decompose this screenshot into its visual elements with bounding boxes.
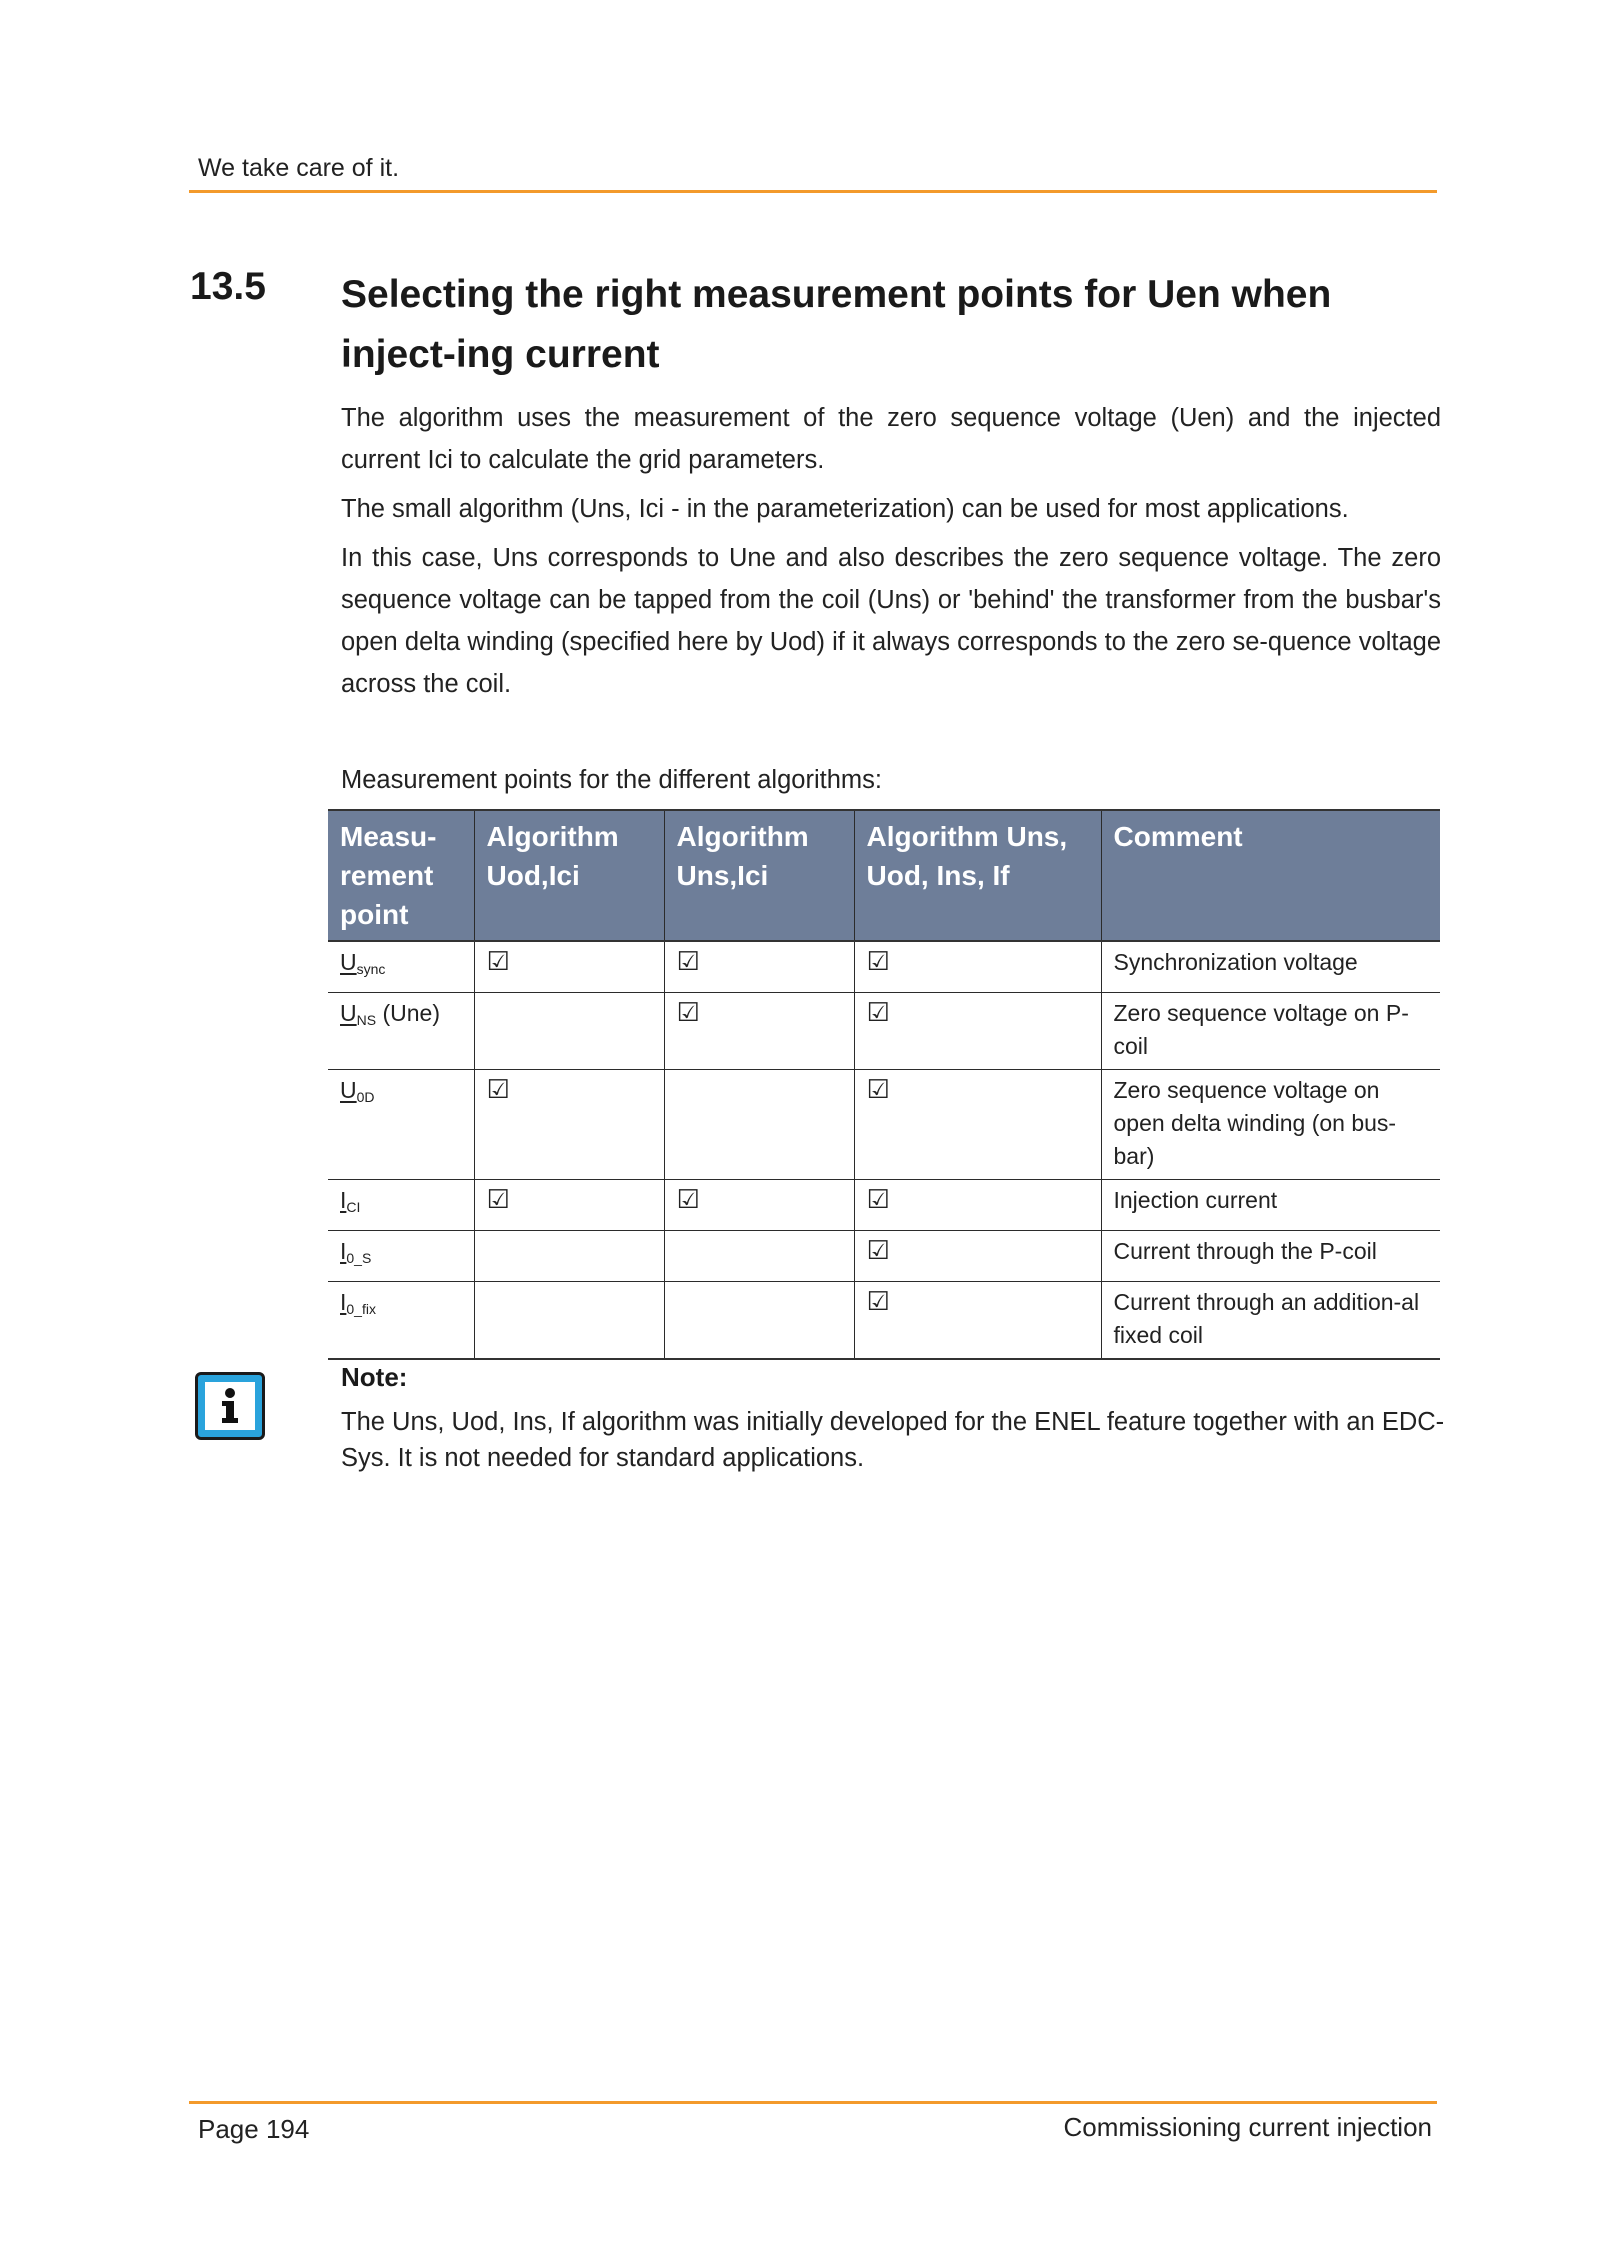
- table-row: [328, 1231, 1440, 1282]
- measurement-point-subscript: 0D: [356, 1089, 375, 1105]
- measurement-point-subscript: 0_S: [346, 1250, 372, 1266]
- measurement-point-subscript: sync: [356, 961, 386, 977]
- checkbox-checked-icon: ☑: [486, 1075, 510, 1105]
- comment-cell: Zero sequence voltage on P-coil: [1101, 993, 1440, 1070]
- paragraph-algorithm: The algorithm uses the measurement of the zero sequence voltage (Uen) and the injected current Ici to calculate the grid parameters.: [341, 404, 1441, 474]
- measurement-point-cell: [328, 1231, 474, 1282]
- algorithm-1-cell: [474, 993, 664, 1070]
- running-header: We take care of it.: [198, 154, 400, 182]
- table-row: [328, 993, 1440, 1070]
- algorithm-3-cell: [854, 941, 1101, 993]
- table-row: [328, 941, 1440, 993]
- checkbox-checked-icon: ☑: [676, 998, 700, 1028]
- algorithm-2-cell: [664, 1231, 854, 1282]
- table-header-row: [328, 810, 1440, 941]
- measurement-point-symbol: I: [340, 1289, 347, 1315]
- measurement-point-cell: [328, 1180, 474, 1231]
- comment-cell: Current through the P-coil: [1101, 1231, 1440, 1282]
- checkbox-checked-icon: ☑: [486, 1185, 510, 1215]
- checkbox-checked-icon: ☑: [866, 998, 890, 1028]
- table-row: [328, 1070, 1440, 1180]
- measurement-point-cell: [328, 1070, 474, 1180]
- algorithm-3-cell: [854, 993, 1101, 1070]
- measurement-point-subscript: 0_fix: [346, 1301, 376, 1317]
- header-algorithm-uns-ici: Algorithm Uns,Ici: [664, 810, 854, 941]
- comment-cell: Current through an addition-al fixed coil: [1101, 1282, 1440, 1360]
- algorithm-2-cell: [664, 993, 854, 1070]
- algorithm-2-cell: [664, 1070, 854, 1180]
- note-text: The Uns, Uod, Ins, If algorithm was initially developed for the ENEL feature together with an EDC-Sys. It is not needed for standard applications.: [341, 1408, 1445, 1472]
- comment-cell: Zero sequence voltage on open delta winding (on bus-bar): [1101, 1070, 1440, 1180]
- page-number: Page 194: [198, 2114, 310, 2144]
- measurement-point-symbol: I: [340, 1187, 347, 1213]
- measurement-point-cell: [328, 993, 474, 1070]
- measurement-point-cell: [328, 941, 474, 993]
- measurement-point-subscript: NS: [356, 1012, 377, 1028]
- algorithm-1-cell: [474, 1070, 664, 1180]
- algorithm-3-cell: [854, 1180, 1101, 1231]
- checkbox-checked-icon: ☑: [866, 947, 890, 977]
- algorithm-2-cell: [664, 1180, 854, 1231]
- checkbox-checked-icon: ☑: [486, 947, 510, 977]
- section-number: 13.5: [190, 265, 266, 308]
- measurement-point-symbol: I: [340, 1238, 347, 1264]
- measurement-points-table: [328, 809, 1440, 1360]
- measurement-point-subscript: CI: [346, 1199, 361, 1215]
- header-measurement-point: Measu-rement point: [328, 810, 474, 941]
- chapter-title: Commissioning current injection: [1063, 2112, 1432, 2142]
- measurement-point-cell: [328, 1282, 474, 1360]
- algorithm-1-cell: [474, 1231, 664, 1282]
- measurement-point-symbol: U: [340, 949, 357, 975]
- algorithm-1-cell: [474, 1282, 664, 1360]
- table-body: [328, 941, 1440, 1359]
- comment-cell: Injection current: [1101, 1180, 1440, 1231]
- algorithm-2-cell: [664, 941, 854, 993]
- header-algorithm-uod-ici: Algorithm Uod,Ici: [474, 810, 664, 941]
- algorithm-1-cell: [474, 1180, 664, 1231]
- algorithm-2-cell: [664, 1282, 854, 1360]
- measurement-point-symbol: U: [340, 1000, 357, 1026]
- comment-cell: Synchronization voltage: [1101, 941, 1440, 993]
- paragraph-zero-sequence: In this case, Uns corresponds to Une and also describes the zero sequence voltage. The zero sequence voltage can be tapped from the coil (Uns) or 'behind' the transformer from the busbar's open delta winding (specified here by Uod) if it always corresponds to the zero se-quence voltage across the coil.: [341, 544, 1441, 698]
- algorithm-3-cell: [854, 1231, 1101, 1282]
- checkbox-checked-icon: ☑: [866, 1075, 890, 1105]
- measurement-point-symbol: U: [340, 1077, 357, 1103]
- checkbox-checked-icon: ☑: [676, 1185, 700, 1215]
- table-row: [328, 1180, 1440, 1231]
- checkbox-checked-icon: ☑: [676, 947, 700, 977]
- section-title: Selecting the right measurement points for Uen when inject-ing current: [341, 273, 1332, 376]
- table-caption: Measurement points for the different algorithms:: [341, 766, 882, 794]
- measurement-point-suffix: (Une): [376, 1000, 440, 1026]
- checkbox-checked-icon: ☑: [866, 1236, 890, 1266]
- info-icon: [195, 1372, 265, 1440]
- checkbox-checked-icon: ☑: [866, 1185, 890, 1215]
- algorithm-1-cell: [474, 941, 664, 993]
- table-row: [328, 1282, 1440, 1360]
- note-heading: Note:: [341, 1362, 408, 1392]
- footer-rule: [189, 2101, 1437, 2104]
- algorithm-3-cell: [854, 1070, 1101, 1180]
- header-comment: Comment: [1101, 810, 1440, 941]
- algorithm-3-cell: [854, 1282, 1101, 1360]
- paragraph-small-algorithm: The small algorithm (Uns, Ici - in the parameterization) can be used for most applications.: [341, 495, 1349, 523]
- header-algorithm-uns-uod-ins-if: Algorithm Uns, Uod, Ins, If: [854, 810, 1101, 941]
- checkbox-checked-icon: ☑: [866, 1287, 890, 1317]
- header-rule: [189, 190, 1437, 193]
